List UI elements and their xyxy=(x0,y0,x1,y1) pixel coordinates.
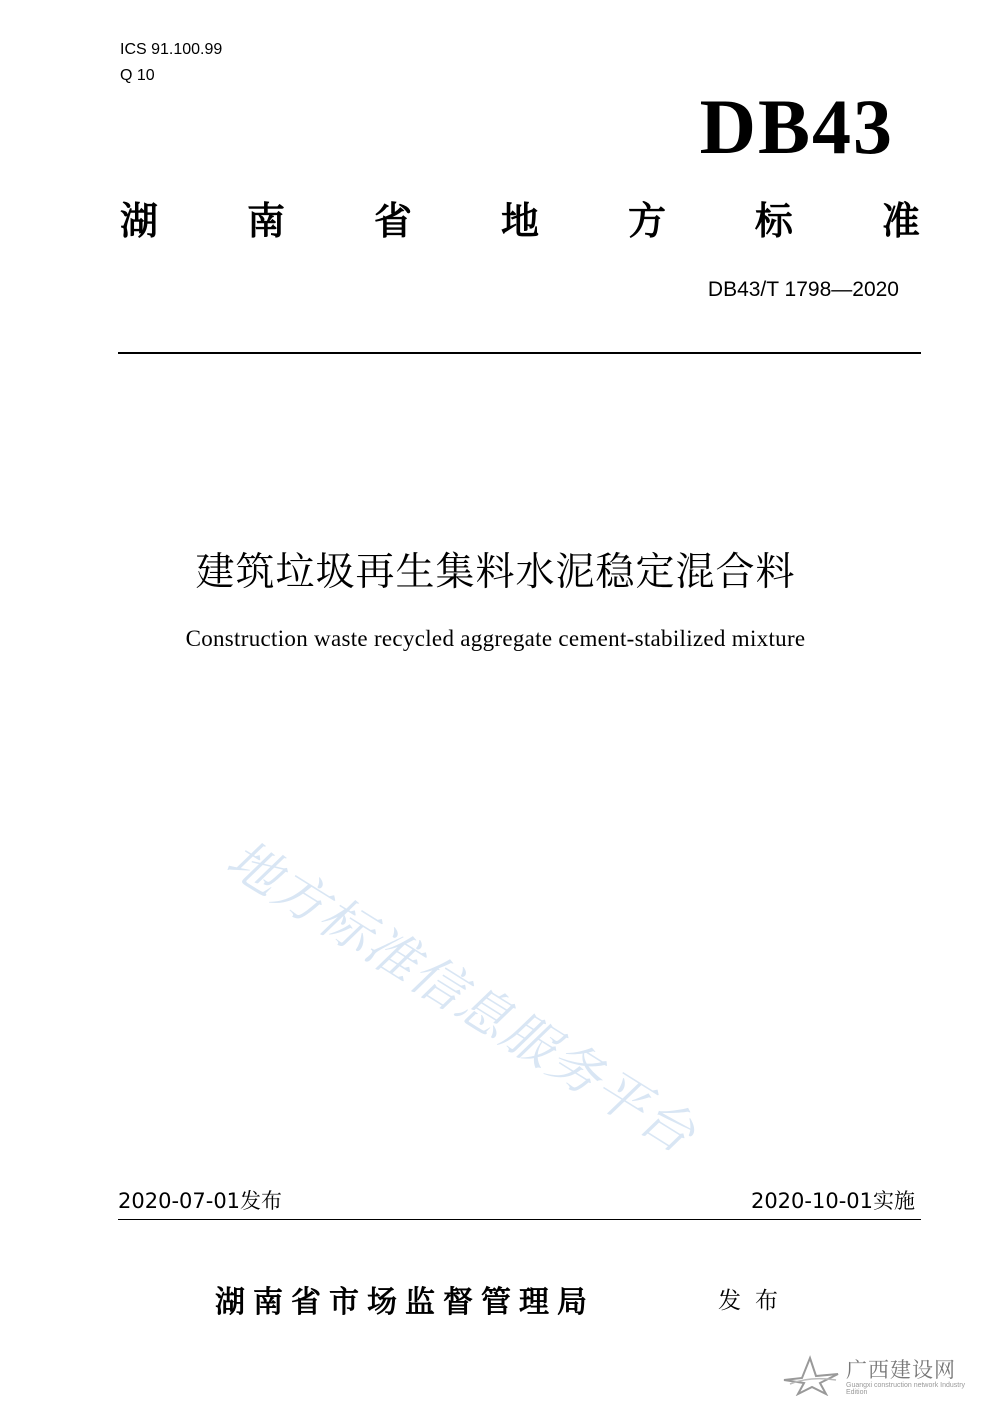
classification-code: Q 10 xyxy=(120,67,155,84)
standard-type xyxy=(120,190,920,245)
db-code: DB43 xyxy=(699,83,894,170)
standard-type-char: 方 xyxy=(627,199,666,243)
standard-type-char: 省 xyxy=(373,199,412,243)
publisher: 湖南省市场监督管理局 xyxy=(215,1285,595,1320)
standard-type-char: 标 xyxy=(754,199,793,243)
ics-code: ICS 91.100.99 xyxy=(120,41,223,58)
star-icon xyxy=(780,1350,842,1396)
release-date: 2020-07-01发布 xyxy=(118,1189,283,1213)
standard-type-char: 地 xyxy=(500,199,539,243)
publish-label: 发布 xyxy=(718,1288,792,1314)
title-chinese: 建筑垃圾再生集料水泥稳定混合料 xyxy=(195,550,796,595)
implement-date: 2020-10-01实施 xyxy=(750,1189,915,1213)
bottom-divider xyxy=(118,1219,921,1220)
title-english: Construction waste recycled aggregate cement-stabilized mixture xyxy=(185,626,806,651)
standard-type-char: 南 xyxy=(246,199,285,243)
standard-type-char: 湖 xyxy=(120,199,159,243)
watermark: 地方标准信息服务平台 xyxy=(216,829,707,1167)
site-logo xyxy=(780,1348,980,1398)
standard-type-char: 准 xyxy=(881,199,920,243)
logo-text-cn: 广西建设网 xyxy=(846,1358,956,1382)
logo-text-en: Guangxi construction network Industry Edition xyxy=(846,1382,966,1396)
top-divider xyxy=(118,352,921,354)
standard-number: DB43/T 1798—2020 xyxy=(707,278,899,301)
